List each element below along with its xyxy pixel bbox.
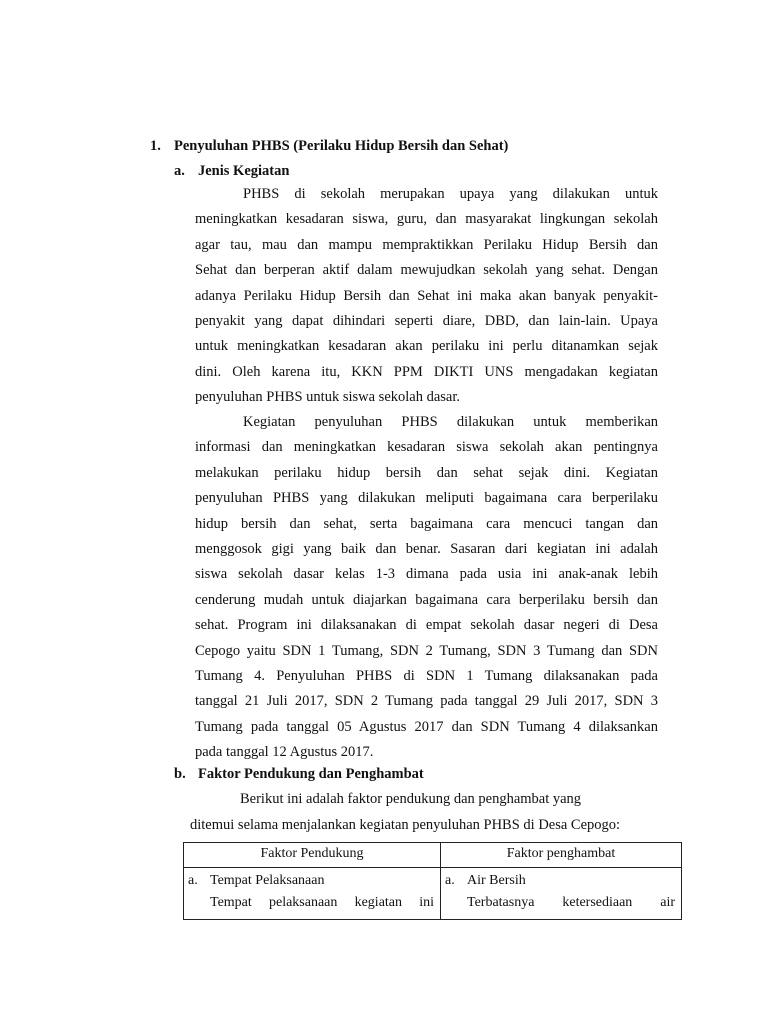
paragraph-line: menggosok gigi yang baik dan benar. Sasaran dari kegiatan ini adalah [195, 540, 658, 557]
paragraph-line: cenderung mudah untuk diajarkan bagaimana cara berperilaku bersih dan [195, 591, 658, 608]
factor-table [183, 842, 682, 920]
paragraph-line: melakukan perilaku hidup bersih dan sehat sejak dini. Kegiatan [195, 464, 658, 481]
paragraph-1 [195, 182, 658, 411]
paragraph-line: siswa sekolah dasar kelas 1-3 dimana pada usia ini anak-anak lebih [195, 566, 658, 583]
paragraph-line: dini. Oleh karena itu, KKN PPM DIKTI UNS mengadakan kegiatan [195, 363, 658, 380]
item-marker: a. [188, 873, 198, 888]
paragraph-line: hidup bersih dan sehat, serta bagaimana cara mencuci tangan dan [195, 515, 658, 532]
item-title: Tempat Pelaksanaan [210, 873, 325, 888]
intro-line-1: Berikut ini adalah faktor pendukung dan penghambat yang [240, 791, 582, 807]
inhibiting-item-heading [441, 868, 681, 890]
table-header-row [184, 843, 682, 868]
intro-line-2: ditemui selama menjalankan kegiatan penyuluhan PHBS di Desa Cepogo: [190, 817, 621, 833]
paragraph-line: Kegiatan penyuluhan PHBS dilakukan untuk memberikan [243, 414, 658, 430]
item-description: Terbatasnya ketersediaan air [467, 895, 675, 910]
supporting-factor-cell [184, 868, 441, 920]
paragraph-line: meningkatkan kesadaran siswa, guru, dan masyarakat lingkungan sekolah [195, 211, 658, 228]
paragraph-line: tanggal 21 Juli 2017, SDN 2 Tumang pada tanggal 29 Juli 2017, SDN 3 [195, 693, 658, 710]
header-inhibiting-factor: Faktor penghambat [441, 843, 682, 868]
paragraph-line: informasi dan meningkatkan kesadaran siswa sekolah akan pentingnya [195, 439, 658, 456]
section-title: Penyuluhan PHBS (Perilaku Hidup Bersih dan Sehat) [174, 138, 509, 154]
supporting-item-heading [184, 868, 440, 890]
subsection-a-title: Jenis Kegiatan [198, 163, 290, 179]
item-description: Tempat pelaksanaan kegiatan ini [210, 895, 434, 910]
paragraph-line: Tumang pada tanggal 05 Agustus 2017 dan SDN Tumang 4 dilaksankan [195, 718, 658, 735]
paragraph-line: adanya Perilaku Hidup Bersih dan Sehat ini maka akan banyak penyakit- [195, 287, 658, 304]
paragraph-line: penyuluhan PHBS yang dilakukan meliputi bagaimana cara berperilaku [195, 490, 658, 507]
paragraph-line: Cepogo yaitu SDN 1 Tumang, SDN 2 Tumang, SDN 3 Tumang dan SDN [195, 642, 658, 659]
section-number: 1. [150, 138, 161, 154]
item-marker: a. [445, 873, 455, 888]
item-title: Air Bersih [467, 873, 526, 888]
paragraph-line: agar tau, mau dan mampu mempraktikkan Perilaku Hidup Bersih dan [195, 236, 658, 253]
inhibiting-factor-cell [441, 868, 682, 920]
subsection-a-marker: a. [174, 163, 185, 179]
subsection-b-marker: b. [174, 766, 186, 782]
paragraph-line: sehat. Program ini dilaksanakan di empat sekolah dasar negeri di Desa [195, 617, 658, 634]
table-row [184, 868, 682, 920]
paragraph-line: Tumang 4. Penyuluhan PHBS di SDN 1 Tumang dilaksanakan pada [195, 667, 658, 684]
paragraph-line: Sehat dan berperan aktif dalam mewujudkan sekolah yang sehat. Dengan [195, 262, 658, 279]
paragraph-line: penyakit yang dapat dihindari seperti diare, DBD, dan lain-lain. Upaya [195, 312, 658, 329]
paragraph-line: pada tanggal 12 Agustus 2017. [195, 744, 374, 761]
header-supporting-factor: Faktor Pendukung [184, 843, 441, 868]
paragraph-2 [195, 410, 658, 765]
subsection-b-title: Faktor Pendukung dan Penghambat [198, 766, 424, 782]
paragraph-line: untuk meningkatkan kesadaran akan perilaku ini perlu ditanamkan sejak [195, 338, 658, 355]
paragraph-line: penyuluhan PHBS untuk siswa sekolah dasar. [195, 389, 461, 406]
paragraph-line: PHBS di sekolah merupakan upaya yang dilakukan untuk [243, 186, 658, 202]
